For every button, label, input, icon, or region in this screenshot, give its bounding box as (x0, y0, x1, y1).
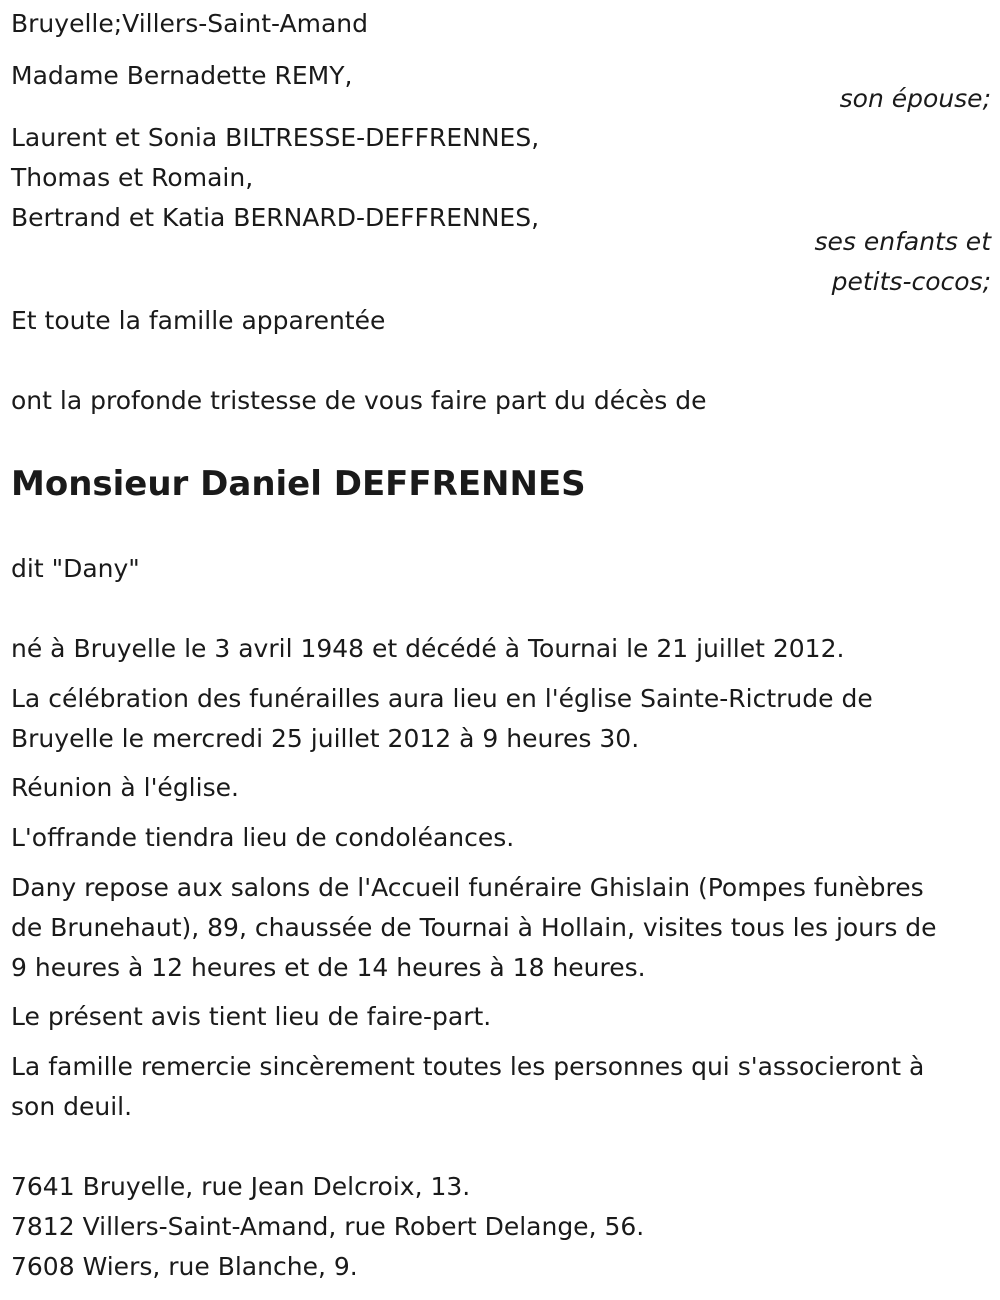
address-line: 7812 Villers-Saint-Amand, rue Robert Delange, 56. (11, 1212, 645, 1241)
wife-name: Madame Bernadette REMY, (11, 61, 353, 90)
notice-info: Le présent avis tient lieu de faire-part. (11, 1002, 492, 1031)
visit-info-line2: de Brunehaut), 89, chaussée de Tournai à Hollain, visites tous les jours de (11, 913, 937, 942)
child-line: Thomas et Romain, (11, 163, 254, 192)
nickname: dit "Dany" (11, 554, 140, 583)
birth-death-dates: né à Bruyelle le 3 avril 1948 et décédé à Tournai le 21 juillet 2012. (11, 634, 845, 663)
locality-header: Bruyelle;Villers-Saint-Amand (11, 9, 368, 38)
announcement-intro: ont la profonde tristesse de vous faire part du décès de (11, 386, 707, 415)
children-role: ses enfants et (814, 227, 991, 256)
meeting-info: Réunion à l'église. (11, 773, 239, 802)
child-line: Bertrand et Katia BERNARD-DEFFRENNES, (11, 203, 540, 232)
visit-info-line1: Dany repose aux salons de l'Accueil funéraire Ghislain (Pompes funèbres (11, 873, 924, 902)
wife-role: son épouse; (839, 84, 991, 113)
funeral-info-line1: La célébration des funérailles aura lieu en l'église Sainte-Rictrude de (11, 684, 873, 713)
visit-info-line3: 9 heures à 12 heures et de 14 heures à 18 heures. (11, 953, 646, 982)
thanks-line1: La famille remercie sincèrement toutes les personnes qui s'associeront à (11, 1052, 925, 1081)
address-line: 7641 Bruyelle, rue Jean Delcroix, 13. (11, 1172, 471, 1201)
grandchildren-role: petits-cocos; (831, 267, 991, 296)
deceased-name: Monsieur Daniel DEFFRENNES (11, 464, 586, 504)
address-line: 7608 Wiers, rue Blanche, 9. (11, 1252, 358, 1281)
child-line: Laurent et Sonia BILTRESSE-DEFFRENNES, (11, 123, 540, 152)
offering-info: L'offrande tiendra lieu de condoléances. (11, 823, 515, 852)
funeral-info-line2: Bruyelle le mercredi 25 juillet 2012 à 9 heures 30. (11, 724, 640, 753)
thanks-line2: son deuil. (11, 1092, 133, 1121)
extended-family: Et toute la famille apparentée (11, 306, 386, 335)
